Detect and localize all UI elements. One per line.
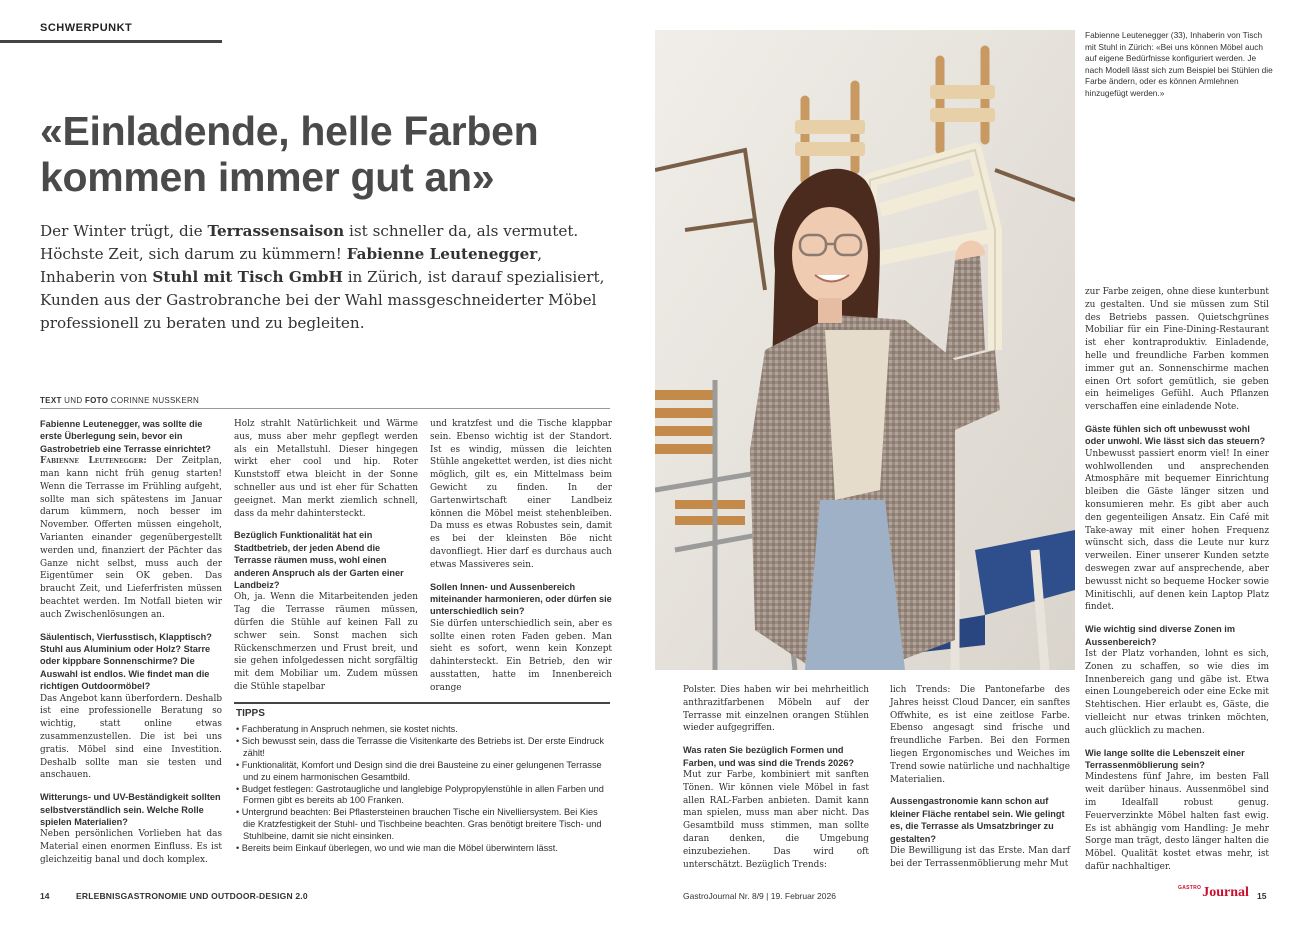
tip-item: • Untergrund beachten: Bei Pflastersteinen brauchen Tische ein Nivelliersystem. Bei Kies die Kratzfestigkeit der Stuhl- und Tischbeine beachten. Gras benötigt breitere Tisch- und Stuhlbeine, damit sie nicht einsinken. — [236, 807, 602, 842]
answer: Mindestens fünf Jahre, im besten Fall weit darüber hinaus. Aussenmöbel sind im Idealfall robust genug. Feuerverzinkte Möbel halten fast ewig. Es ist abhängig vom Handling: Je mehr Sorge man trägt, desto länger halten die Möbel. Qualität kostet etwas mehr, ist dafür nachhaltiger. — [1085, 772, 1269, 872]
question: Wie wichtig sind diverse Zonen im Aussenbereich? — [1085, 624, 1236, 647]
speaker-name: Fabienne Leutenegger: — [40, 456, 147, 467]
lead-text-4: in Zürich, ist darauf spezialisiert, Kunden aus der Gastrobranche bei der Wahl massgeschneiderter Möbel professionell zu beraten und zu begleiten. — [40, 268, 605, 332]
lead-bold-3: Stuhl mit Tisch GmbH — [152, 268, 343, 286]
answer: Ist der Platz vorhanden, lohnt es sich, Zonen zu schaffen, so wie dies im Innenbereich gang und gäbe ist. Etwa einen Loungebereich oder eine Ecke mit Stehtischen. Hier erlaubt es, Gäste, die vielleicht nur etwas trinken möchten, auch glücklich zu machen. — [1085, 648, 1269, 736]
answer: Das Angebot kann überfordern. Deshalb ist eine professionelle Beratung so wichtig, statt online etwas zusammenzustellen. Die ist bei uns gratis. Möbel sind eine Investition. Deshalb sollte man sie testen und anschauen. — [40, 693, 222, 781]
logo-prefix: GASTRO — [1178, 885, 1202, 891]
section-label: SCHWERPUNKT — [40, 22, 133, 34]
photo-caption: Fabienne Leutenegger (33), Inhaberin von Tisch mit Stuhl in Zürich: «Bei uns können Möbel auch auf eigene Bedürfnisse konfiguriert werden. Je nach Modell lässt sich zum Beispiel bei Stühlen die Farbe ändern, oder es können Armlehnen hinzugefügt werden.» — [1085, 30, 1273, 98]
footer-issue-info: GastroJournal Nr. 8/9 | 19. Februar 2026 — [683, 891, 836, 901]
answer: Neben persönlichen Vorlieben hat das Material einen enormen Einfluss. Es ist gleichzeitig banal und doch komplex. — [40, 829, 222, 865]
page-number-right: 15 — [1257, 891, 1267, 901]
lead-text-2: ist schneller da, als vermutet. Höchste Zeit, sich darum zu kümmern! — [40, 222, 579, 263]
question: Fabienne Leutenegger, was sollte die erste Überlegung sein, bevor ein Gastrobetrieb eine Terrasse einrichtet? — [40, 419, 211, 454]
question: Sollen Innen- und Aussenbereich miteinander harmonieren, oder dürfen sie unterschiedlich sein? — [430, 581, 612, 617]
portrait-photo — [655, 30, 1075, 670]
article-column-3 — [430, 418, 612, 695]
tip-item: • Budget festlegen: Gastrotaugliche und langlebige Polypropylenstühle in allen Farben und Formen gibt es bereits ab 100 Franken. — [236, 783, 604, 806]
credit-text-label: TEXT — [40, 396, 62, 405]
author-credit — [40, 396, 199, 405]
lead-bold-2: Fabienne Leutenegger — [346, 245, 538, 263]
tips-rule — [234, 702, 610, 704]
answer: Unbewusst passiert enorm viel! In einer wohlwollenden und ansprechenden Atmosphäre mit bequemer Einrichtung bleiben die Gäste länger sitzen und konsumieren mehr. Es gibt aber auch den gegenteiligen Ansatz. Ein Café mit Take-away mit einer hohen Frequenz wünscht sich, dass die Leute nur kurz verweilen. Einer unserer Kunden setzte deswegen zwar auf ansprechende, aber bewusst nicht so bequeme Hocker sowie Minitischli, auf denen kein Laptop Platz findet. — [1085, 448, 1269, 613]
question: Witterungs- und UV-Beständigkeit sollten selbstverständlich sein. Welche Rolle spielen Materialien? — [40, 792, 221, 827]
tip-item: • Fachberatung in Anspruch nehmen, sie kostet nichts. — [236, 724, 458, 734]
article-column-1 — [40, 418, 222, 867]
answer: Holz strahlt Natürlichkeit und Wärme aus, muss aber mehr gepflegt werden als ein Metallstuhl. Dieser hingegen wirkt eher cool und hip. Roter Kunststoff etwa bleicht in der Sonne schneller aus und ist eher für Schatten geeignet. Man merkt ziemlich schnell, dass da mehr dahintersteckt. — [234, 419, 418, 519]
question: Was raten Sie bezüglich Formen und Farben, und was sind die Trends 2026? — [683, 745, 855, 768]
lead-bold-1: Terrassensaison — [207, 222, 345, 240]
tip-item: • Bereits beim Einkauf überlegen, wo und wie man die Möbel überwintern lässt. — [236, 843, 558, 854]
gastrojournal-logo — [1178, 885, 1249, 901]
answer: Polster. Dies haben wir bei mehrheitlich anthrazitfarbenen Möbeln auf der Terrasse mit einzelnen orangen Stühlen wieder aufgegriffen. — [683, 685, 869, 734]
credit-rule — [40, 408, 610, 409]
tips-title: TIPPS — [236, 708, 265, 719]
credit-photo-label: FOTO — [84, 396, 109, 405]
question: Aussengastronomie kann schon auf kleiner Fläche rentabel sein. Wie gelingt es, die Terrasse als Umsatzbringer zu gestalten? — [890, 796, 1065, 844]
credit-and: UND — [61, 396, 85, 405]
tip-item: • Sich bewusst sein, dass die Terrasse die Visitenkarte des Betriebs ist. Der erste Eindruck zählt! — [236, 735, 604, 758]
article-column-5 — [683, 684, 869, 871]
question: Gäste fühlen sich oft unbewusst wohl oder unwohl. Wie lässt sich das steuern? — [1085, 423, 1266, 447]
page-number-left: 14 — [40, 891, 50, 901]
answer: Die Bewilligung ist das Erste. Man darf bei der Terrassenmöblierung mehr Mut — [890, 846, 1070, 869]
answer-text: Der Zeitplan, man kann nicht früh genug starten! Wenn die Terrasse im Frühling aufgeht, sollte man sich spätestens im Januar darum kümmern, noch besser im November. Offerten müssen eingeholt, Varianten einander gegenübergestellt werden und, finanziert der Pächter das Ganze nicht selbst, muss auch der Eigentümer sein OK geben. Das braucht Zeit, und Lieferfristen müssen beachtet werden. Im Notfall bieten wir auch Zwischenlösungen an. — [40, 456, 222, 620]
headline: «Einladende, helle Farben kommen immer gut an» — [40, 108, 539, 200]
answer: und kratzfest und die Tische klappbar sein. Ebenso wichtig ist der Standort. Ist es windig, müssen die leichten Stühle angekettet werden, ist dies nicht möglich, gilt es, ein Mittelmass beim Gewicht zu finden. In der Gartenwirtschaft einer Landbeiz können die Möbel meist stehenbleiben. Da muss es etwas Robustes sein, damit es bei der kleinsten Böe nicht davonfliegt. Hier darf es durchaus auch etwas Massiveres sein. — [430, 419, 612, 570]
answer — [40, 455, 222, 621]
tip-item: • Funktionalität, Komfort und Design sind die drei Bausteine zu einer gelungenen Terrasse und zu einem harmonischen Gesamtbild. — [236, 759, 602, 782]
answer: Mut zur Farbe, kombiniert mit sanften Tönen. Wir können viele Möbel in fast allen RAL-Farben anbieten. Damit kann man spielen, muss man aber nicht. Das Gesamtbild muss stimmen, man sollte daran denken, die Umgebung einzubeziehen. Das wird oft unterschätzt. Bezüglich Trends: — [683, 770, 869, 870]
lead-paragraph — [40, 220, 610, 335]
answer: Oh, ja. Wenn die Mitarbeitenden jeden Tag die Terrasse räumen müssen, dürfen die Stühle auf keinen Fall zu schwer sein. Sonst machen sich Rückenschmerzen und Frust breit, und sie gehen infolgedessen nicht sorgfältig mit dem Mobiliar um. Zudem müssen die Stühle stapelbar — [234, 592, 418, 692]
lead-text-3: , Inhaberin von — [40, 245, 543, 286]
question: Säulentisch, Vierfusstisch, Klapptisch? Stuhl aus Aluminium oder Holz? Starre oder kippbare Sonnenschirme? Die Auswahl ist endlos. Wie findet man die richtigen Outdoormöbel? — [40, 631, 212, 692]
article-column-4 — [1085, 286, 1269, 874]
answer: Sie dürfen unterschiedlich sein, aber es sollte einen roten Faden geben. Man sieht es sofort, wenn kein Konzept dahintersteckt. Ein Betrieb, den wir ausstatten, hatte im Innenbereich orange — [430, 618, 612, 693]
tips-list — [236, 724, 612, 855]
question: Wie lange sollte die Lebenszeit einer Terrassenmöblierung sein? — [1085, 747, 1245, 770]
answer: zur Farbe zeigen, ohne diese kunterbunt zu gestalten. Und sie müssen zum Stil des Betriebs passen. Quietschgrünes Mobiliar für ein Fine-Dining-Restaurant ist eher kontraproduktiv. Einladende, helle und freundliche Farben kommen immer gut an. Sonnenschirme machen einen Ort sofort gemütlich, sie geben ein heimeliges Gefühl. Auch Pflanzen verschaffen eine einladende Note. — [1085, 287, 1269, 413]
answer: lich Trends: Die Pantonefarbe des Jahres heisst Cloud Dancer, ein sanftes Offwhite, es ist eine zeitlose Farbe. Ebenso angesagt sind frische und freundliche Farben. Bei den Formen liegen Ergonomisches und Weiches im Trend sowie natürliche und nachhaltige Materialien. — [890, 685, 1070, 785]
portrait-illustration — [655, 30, 1075, 670]
article-column-6 — [890, 684, 1070, 871]
logo-word: Journal — [1202, 885, 1249, 900]
footer-section-title: ERLEBNISGASTRONOMIE UND OUTDOOR-DESIGN 2.0 — [76, 891, 308, 901]
section-rule — [0, 40, 222, 43]
article-column-2 — [234, 418, 418, 694]
lead-text-1: Der Winter trügt, die — [40, 222, 208, 240]
question: Bezüglich Funktionalität hat ein Stadtbetrieb, der jeden Abend die Terrasse räumen muss, wohl einen anderen Anspruch als der Garten einer Landbeiz? — [234, 530, 404, 590]
credit-author: CORINNE NUSSKERN — [108, 396, 200, 405]
